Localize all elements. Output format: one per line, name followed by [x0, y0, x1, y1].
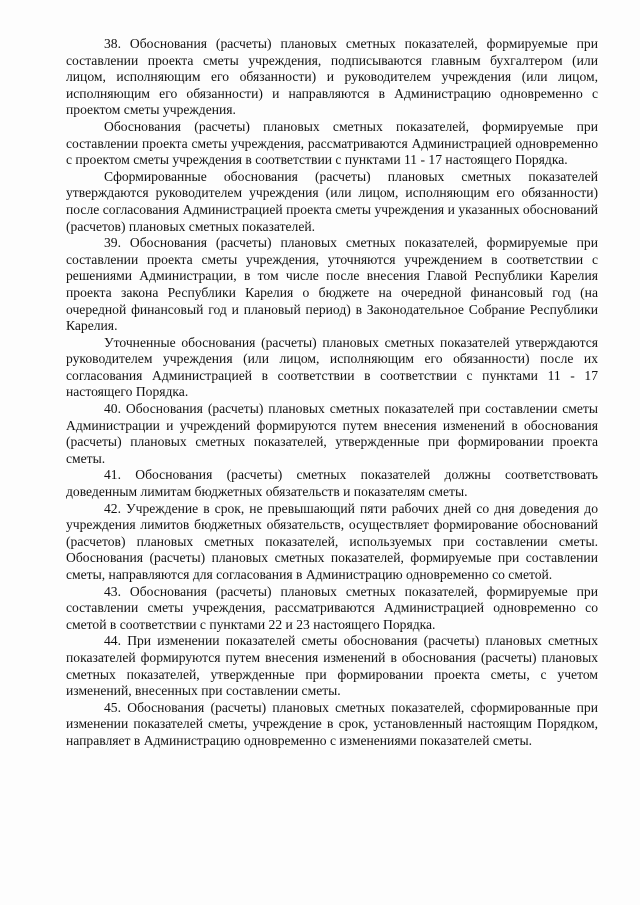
- paragraph-40: 40. Обоснования (расчеты) плановых сметных показателей при составлении сметы Администрации и учреждений формируются путем внесения изменений в обоснования (расчеты) плановых сметных показателей, утвержденные при формировании проекта сметы.: [66, 401, 598, 466]
- paragraph-39-approval: Уточненные обоснования (расчеты) плановых сметных показателей утверждаются руководителем учреждения (или лицом, исполняющим его обязанности) после их согласования Администрацией в соответствии в соответствии с пунктами 11 - 17 настоящего Порядка.: [66, 334, 598, 400]
- paragraph-39: 39. Обоснования (расчеты) плановых сметных показателей, формируемые при составлении проекта сметы учреждения, уточняются учреждением в соответствии с решениями Администрации, в том числе после внесения Главой Республики Карелия проекта закона Республики Карелия о бюджете на очередной финансовый год (на очередной финансовый год и плановый период) в Законодательное Собрание Республики Карелия.: [66, 235, 598, 334]
- paragraph-41: 41. Обоснования (расчеты) сметных показателей должны соответствовать доведенным лимитам бюджетных обязательств и показателям сметы.: [66, 467, 598, 500]
- paragraph-42: 42. Учреждение в срок, не превышающий пяти рабочих дней со дня доведения до учреждения лимитов бюджетных обязательств, осуществляет формирование обоснований (расчетов) плановых сметных показателей, используемых при составлении сметы. Обоснования (расчеты) плановых сметных показателей, формируемые при составлении сметы, направляются для согласования в Администрацию одновременно со сметой.: [66, 500, 598, 582]
- paragraph-45: 45. Обоснования (расчеты) плановых сметных показателей, сформированные при изменении показателей сметы, учреждение в срок, установленный настоящим Порядком, направляет в Администрацию одновременно с изменениями показателей сметы.: [66, 699, 598, 748]
- paragraph-38-approval: Сформированные обоснования (расчеты) плановых сметных показателей утверждаются руководителем учреждения (или лицом, исполняющим его обязанности) после согласования Администрацией проекта сметы учреждения и указанных обоснований (расчетов) плановых сметных показателей.: [66, 168, 598, 234]
- paragraph-38-review: Обоснования (расчеты) плановых сметных показателей, формируемые при составлении проекта сметы учреждения, рассматриваются Администрацией одновременно с проектом сметы учреждения в соответствии с пунктами 11 - 17 настоящего Порядка.: [66, 118, 598, 168]
- paragraph-43: 43. Обоснования (расчеты) плановых сметных показателей, формируемые при составлении сметы учреждения, рассматриваются Администрацией одновременно со сметой в соответствии с пунктами 22 и 23 настоящего Порядка.: [66, 583, 598, 632]
- paragraph-38: 38. Обоснования (расчеты) плановых сметных показателей, формируемые при составлении проекта сметы учреждения, подписываются главным бухгалтером (или лицом, исполняющим его обязанности) и руководителем учреждения (или лицом, исполняющим его обязанности) и направляются в Администрацию одновременно с проектом сметы учреждения.: [66, 36, 598, 118]
- paragraph-44: 44. При изменении показателей сметы обоснования (расчеты) плановых сметных показателей формируются путем внесения изменений в обоснования (расчеты) плановых сметных показателей, утвержденные при формировании проекта сметы, с учетом изменений, внесенных при составлении сметы.: [66, 633, 598, 699]
